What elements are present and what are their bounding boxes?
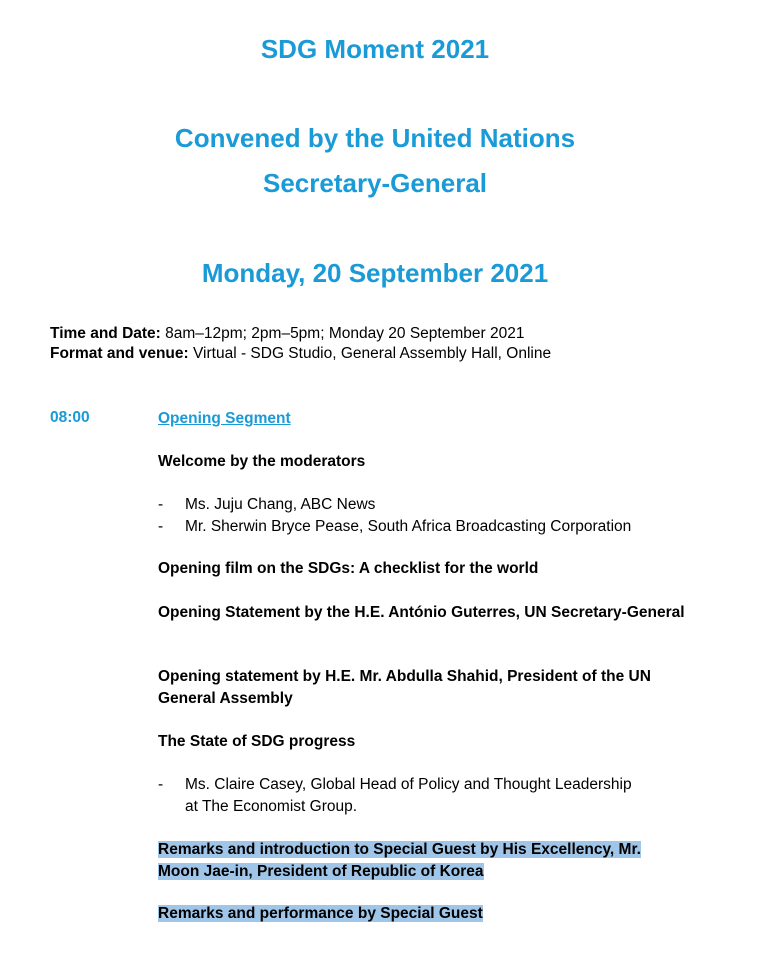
moderator-name: Mr. Sherwin Bryce Pease, South Africa Broadcasting Corporation (185, 518, 632, 535)
format-value: Virtual - SDG Studio, General Assembly Hall, Online (188, 345, 552, 362)
speaker-line-1: Ms. Claire Casey, Global Head of Policy and Thought Leadership (185, 776, 632, 793)
performance (158, 903, 700, 925)
film-heading: Opening film on the SDGs: A checklist for the world (158, 560, 539, 577)
moderator-name: Ms. Juju Chang, ABC News (185, 496, 376, 513)
remarks-line-2: Moon Jae-in, President of Republic of Korea (158, 863, 484, 880)
pga-statement: Opening statement by H.E. Mr. Abdulla Shahid, President of the UN General Assembly (158, 668, 651, 707)
time-label: Time and Date: (50, 325, 161, 342)
time-value: 8am–12pm; 2pm–5pm; Monday 20 September 2021 (160, 325, 525, 342)
convener-line-2: Secretary-General (262, 168, 488, 198)
format-and-venue (50, 344, 551, 364)
agenda-time: 08:00 (50, 409, 90, 426)
format-label: Format and venue: (50, 345, 189, 362)
event-date: Monday, 20 September 2021 (201, 258, 549, 288)
event-title: SDG Moment 2021 (260, 34, 490, 64)
performance-text: Remarks and performance by Special Guest (158, 905, 483, 922)
state-heading: The State of SDG progress (158, 733, 356, 750)
sg-statement: Opening Statement by the H.E. António Guterres, UN Secretary-General (158, 604, 685, 621)
time-and-date (50, 324, 524, 344)
speaker-line-2: at The Economist Group. (185, 798, 358, 815)
remarks-line-1: Remarks and introduction to Special Guest by His Excellency, Mr. (158, 841, 641, 858)
opening-segment-link[interactable]: Opening Segment (158, 410, 291, 427)
remarks-introduction (158, 839, 700, 883)
welcome-heading: Welcome by the moderators (158, 453, 366, 470)
convener-line-1: Convened by the United Nations (174, 123, 576, 153)
